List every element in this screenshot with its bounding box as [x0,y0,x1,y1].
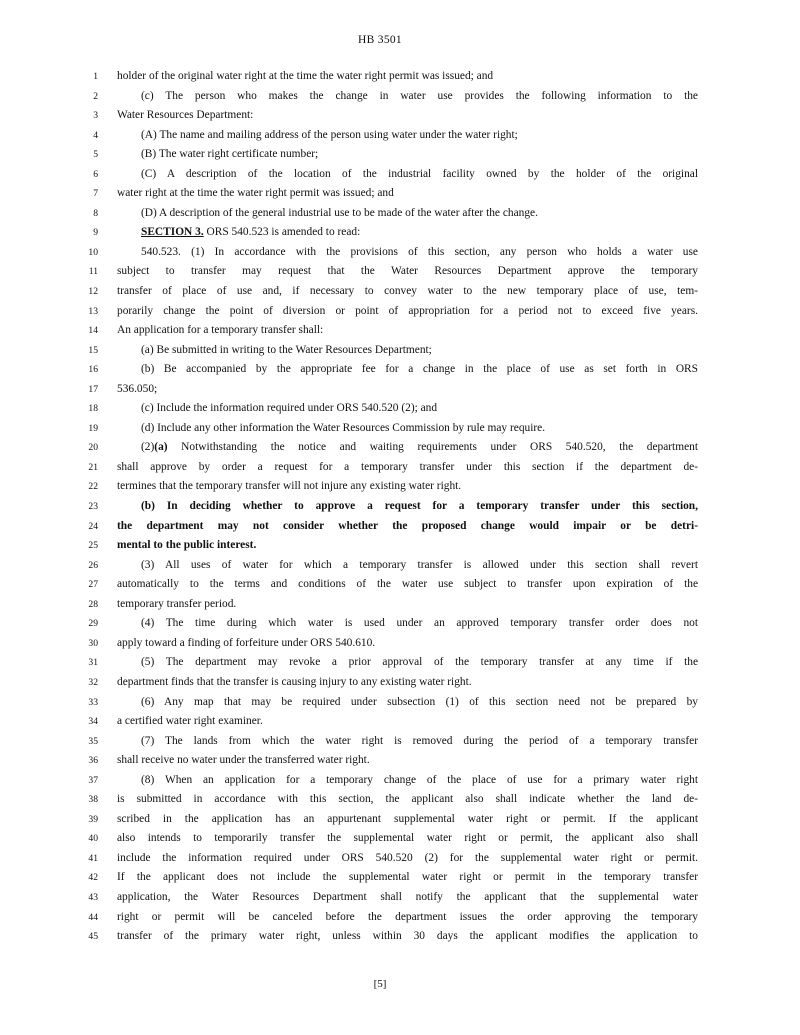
line-number: 17 [88,383,98,395]
line-text: If the applicant does not include the supplemental water right or permit in the temporary transfer [117,871,698,884]
line-number: 45 [88,931,98,943]
line-number: 43 [88,891,98,903]
line-text: (7) The lands from which the water right is removed during the period of a temporary transfer [141,734,698,747]
line-number: 9 [93,227,98,239]
doc-line [0,653,800,673]
line-text: scribed in the application has an appurtenant supplemental water right or permit. If the applicant [117,812,698,825]
doc-line [0,458,800,478]
line-text: transfer of the primary water right, unless within 30 days the applicant modifies the application to [117,930,698,943]
line-text: (D) A description of the general industrial use to be made of the water after the change. [141,206,538,219]
doc-line [0,477,800,497]
page-header: HB 3501 [358,34,402,46]
doc-line [0,536,800,556]
line-number: 14 [88,325,98,337]
doc-line [0,262,800,282]
line-number: 11 [88,266,98,278]
line-text: (6) Any map that may be required under subsection (1) of this section need not be prepared by [141,695,698,708]
doc-line [0,790,800,810]
line-number: 35 [88,735,98,747]
doc-line [0,673,800,693]
doc-line [0,497,800,517]
line-number: 30 [88,637,98,649]
doc-line [0,614,800,634]
line-text: the department may not consider whether the proposed change would impair or be detri- [117,519,698,532]
line-text: subject to transfer may request that the Water Resources Department approve the temporary [117,265,698,278]
line-text: water right at the time the water right permit was issued; and [117,187,394,200]
doc-line [0,321,800,341]
doc-line [0,868,800,888]
line-text: shall approve by order a request for a temporary transfer under this section if the department de- [117,460,698,473]
line-text: porarily change the point of diversion or point of appropriation for a period not to exceed five years. [117,304,698,317]
doc-line [0,165,800,185]
line-text: (A) The name and mailing address of the person using water under the water right; [141,128,518,141]
line-number: 29 [88,618,98,630]
line-text: include the information required under ORS 540.520 (2) for the supplemental water right or permit. [117,851,698,864]
doc-line [0,341,800,361]
doc-line [0,282,800,302]
section-text: ORS 540.523 is amended to read: [203,226,361,239]
doc-line [0,145,800,165]
line-text: (d) Include any other information the Water Resources Commission by rule may require. [141,421,546,434]
line-text: is submitted in accordance with this section, the applicant also shall indicate whether the land de- [117,793,698,806]
doc-line [0,67,800,87]
doc-line [0,360,800,380]
doc-line [0,106,800,126]
line-number: 28 [88,598,98,610]
line-text: application, the Water Resources Department shall notify the applicant that the supplemental water [117,890,698,903]
doc-line [0,927,800,947]
doc-line [0,634,800,654]
line-text: (5) The department may revoke a prior approval of the temporary transfer at any time if the [141,656,698,669]
doc-line [0,380,800,400]
line-text: holder of the original water right at the time the water right permit was issued; and [117,70,494,82]
line-number: 27 [88,579,98,591]
doc-line [0,732,800,752]
section-heading-line [141,223,698,243]
line-text: (c) Include the information required under ORS 540.520 (2); and [141,402,438,415]
doc-line [0,771,800,791]
doc-line [0,204,800,224]
doc-line [0,243,800,263]
line-text: shall receive no water under the transferred water right. [117,754,370,767]
doc-line [0,810,800,830]
line-text: (C) A description of the location of the industrial facility owned by the holder of the original [141,167,698,180]
line-text: An application for a temporary transfer shall: [117,324,324,337]
doc-line [0,223,800,243]
line-number: 40 [88,833,98,845]
amend-insert: (a) [154,441,168,454]
document-body [0,67,800,947]
line-number: 13 [88,305,98,317]
line-text: termines that the temporary transfer will not injure any existing water right. [117,480,462,493]
line-number: 15 [88,344,98,356]
doc-line [0,888,800,908]
line-number: 19 [88,422,98,434]
line-number: 26 [88,559,98,571]
line-number: 22 [88,481,98,493]
line-number: 36 [88,755,98,767]
line-text: (B) The water right certificate number; [141,148,319,161]
line-number: 10 [88,246,98,258]
doc-line [0,517,800,537]
line-text: (b) Be accompanied by the appropriate fee for a change in the place of use as set forth in ORS [141,363,698,376]
line-text: (c) The person who makes the change in water use provides the following information to the [141,89,698,102]
doc-line [0,751,800,771]
doc-line [0,399,800,419]
line-number: 8 [93,207,98,219]
line-number: 34 [88,716,98,728]
line-number: 7 [93,188,98,200]
amend-prefix: (2) [141,441,155,454]
line-number: 1 [93,71,98,82]
line-number: 23 [88,501,98,513]
line-text: Water Resources Department: [117,109,254,122]
section-label: SECTION 3. [141,226,204,239]
line-text: (4) The time during which water is used under an approved temporary transfer order does not [141,617,698,630]
doc-line [0,126,800,146]
line-text: (8) When an application for a temporary change of the place of use for a primary water right [141,773,698,786]
line-text: (3) All uses of water for which a temporary transfer is allowed under this section shall revert [141,558,698,571]
line-text: also intends to temporarily transfer the supplemental water right or permit, the applicant also shall [117,832,698,845]
line-number: 21 [88,461,98,473]
line-text: 536.050; [117,382,158,395]
line-text: a certified water right examiner. [117,715,263,728]
line-text: 540.523. (1) In accordance with the provisions of this section, any person who holds a water use [141,245,698,258]
line-text: transfer of place of use and, if necessary to convey water to the new temporary place of use, tem- [117,285,698,298]
doc-line [0,575,800,595]
doc-line [0,693,800,713]
line-text: (b) In deciding whether to approve a request for a temporary transfer under this section, [141,500,698,513]
line-number: 16 [88,364,98,376]
amend-text: Notwithstanding the notice and waiting requirements under ORS 540.520, the department [167,441,698,454]
line-text: automatically to the terms and conditions of the water use subject to transfer upon expiration of the [117,578,698,591]
line-number: 18 [88,403,98,415]
line-number: 12 [88,286,98,298]
line-text: (a) Be submitted in writing to the Water Resources Department; [141,343,432,356]
line-number: 5 [93,149,98,161]
line-text: department finds that the transfer is causing injury to any existing water right. [117,675,472,688]
line-number: 41 [88,852,98,864]
doc-line [0,712,800,732]
line-number: 37 [88,774,98,786]
line-number: 44 [88,911,98,923]
doc-line [0,302,800,322]
line-number: 42 [88,872,98,884]
line-text: apply toward a finding of forfeiture under ORS 540.610. [117,636,376,649]
line-number: 25 [88,540,98,552]
doc-line [0,438,800,458]
line-number: 4 [93,129,98,141]
line-number: 32 [88,676,98,688]
page-number: [5] [373,978,387,990]
doc-line [0,184,800,204]
line-text: mental to the public interest. [117,539,257,552]
doc-line [0,87,800,107]
line-number: 31 [88,657,98,669]
line-number: 20 [88,442,98,454]
doc-line [0,556,800,576]
doc-line [0,829,800,849]
line-number: 6 [93,168,98,180]
line-text: temporary transfer period. [117,597,237,610]
line-number: 24 [88,520,98,532]
line-number: 2 [93,90,98,102]
doc-line [0,419,800,439]
doc-line [0,595,800,615]
line-number: 33 [88,696,98,708]
doc-line [0,849,800,869]
doc-line [0,908,800,928]
line-number: 3 [93,110,98,122]
amended-line [141,438,698,458]
line-number: 38 [88,794,98,806]
line-number: 39 [88,813,98,825]
line-text: right or permit will be canceled before the department issues the order approving the temporary [117,910,698,923]
